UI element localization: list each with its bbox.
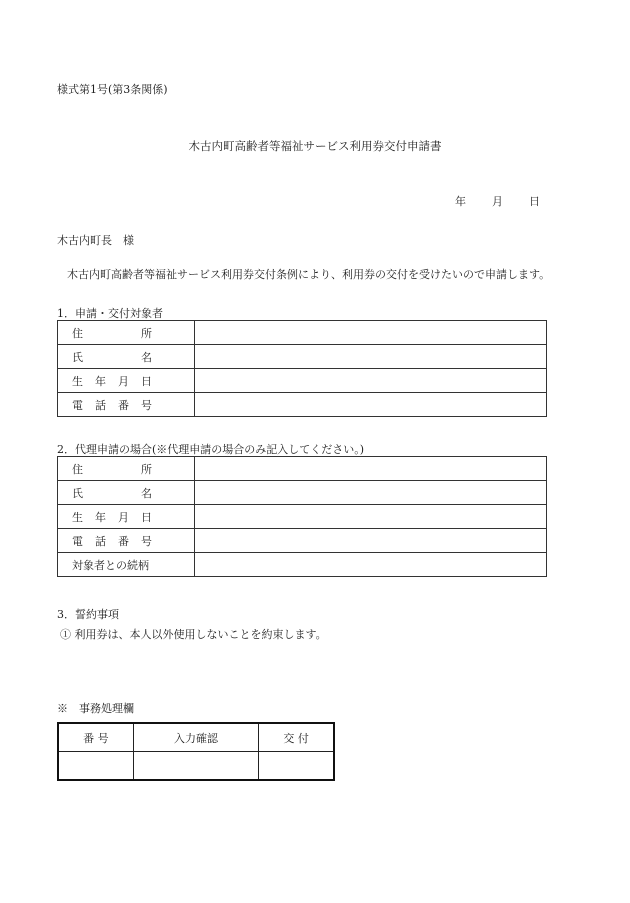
proxy-name-field[interactable] xyxy=(195,481,547,505)
document-title: 木古内町高齢者等福祉サービス利用券交付申請書 xyxy=(188,139,442,153)
date-month-label: 月 xyxy=(492,195,503,208)
table-row xyxy=(58,369,547,393)
form-number: 様式第1号(第3条関係) xyxy=(57,83,168,96)
date-year-label: 年 xyxy=(455,195,466,208)
table-row xyxy=(58,752,334,781)
row-label xyxy=(58,529,195,553)
application-statement: 木古内町高齢者等福祉サービス利用券交付条例により、利用券の交付を受けたいので申請します。 xyxy=(67,268,551,281)
row-label xyxy=(58,457,195,481)
birthdate-field[interactable] xyxy=(195,369,547,393)
section3-heading: 3．誓約事項 xyxy=(57,608,119,621)
col-number-header: 番 号 xyxy=(58,723,133,752)
label-name: 氏 名 xyxy=(72,486,152,500)
office-use-heading: ※ 事務処理欄 xyxy=(57,702,134,715)
table-row xyxy=(58,553,547,577)
row-label xyxy=(58,321,195,345)
table-row xyxy=(58,345,547,369)
table-row xyxy=(58,457,547,481)
label-birthdate: 生 年 月 日 xyxy=(72,510,152,524)
label-phone: 電 話 番 号 xyxy=(72,398,152,412)
applicant-table xyxy=(57,320,547,417)
proxy-birthdate-field[interactable] xyxy=(195,505,547,529)
office-issue-cell[interactable] xyxy=(259,752,334,781)
row-label xyxy=(58,505,195,529)
office-use-table xyxy=(57,722,335,781)
row-label xyxy=(58,345,195,369)
row-label xyxy=(58,553,195,577)
row-label xyxy=(58,369,195,393)
label-relationship: 対象者との続柄 xyxy=(72,558,149,572)
office-number-cell[interactable] xyxy=(58,752,133,781)
proxy-table xyxy=(57,456,547,577)
relationship-field[interactable] xyxy=(195,553,547,577)
col-input-check-header: 入力確認 xyxy=(133,723,258,752)
section2-heading: 2．代理申請の場合(※代理申請の場合のみ記入してください。) xyxy=(57,443,365,456)
table-row xyxy=(58,393,547,417)
table-row xyxy=(58,529,547,553)
label-address: 住 所 xyxy=(72,326,152,340)
table-row xyxy=(58,505,547,529)
phone-field[interactable] xyxy=(195,393,547,417)
date-day-label: 日 xyxy=(529,195,540,208)
row-label xyxy=(58,393,195,417)
date-line xyxy=(455,193,540,209)
label-phone: 電 話 番 号 xyxy=(72,534,152,548)
table-row xyxy=(58,481,547,505)
label-name: 氏 名 xyxy=(72,350,152,364)
section1-heading: 1．申請・交付対象者 xyxy=(57,307,163,320)
pledge-item: ① 利用券は、本人以外使用しないことを約束します。 xyxy=(60,628,327,641)
col-issue-header: 交 付 xyxy=(259,723,334,752)
label-birthdate: 生 年 月 日 xyxy=(72,374,152,388)
proxy-phone-field[interactable] xyxy=(195,529,547,553)
name-field[interactable] xyxy=(195,345,547,369)
address-field[interactable] xyxy=(195,321,547,345)
table-row xyxy=(58,321,547,345)
table-row xyxy=(58,723,334,752)
label-address: 住 所 xyxy=(72,462,152,476)
row-label xyxy=(58,481,195,505)
proxy-address-field[interactable] xyxy=(195,457,547,481)
addressee: 木古内町長 様 xyxy=(57,234,134,247)
office-input-check-cell[interactable] xyxy=(133,752,258,781)
